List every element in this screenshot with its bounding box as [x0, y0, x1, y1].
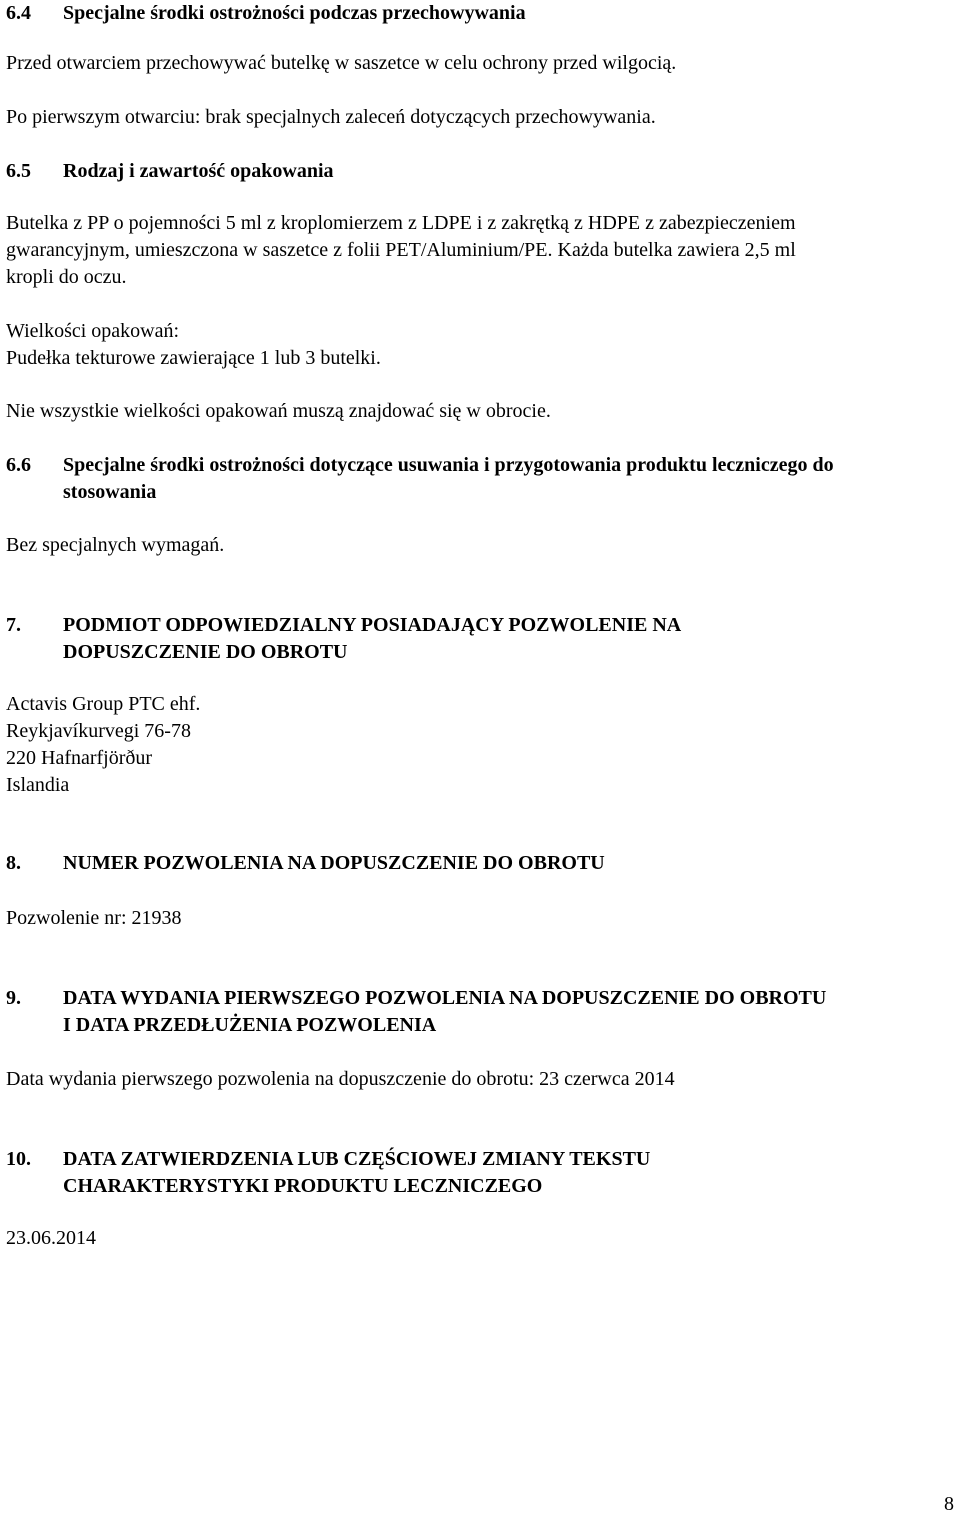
section-number: 6.5: [6, 160, 31, 182]
section-6-6-heading: [6, 452, 960, 506]
section-title: [63, 985, 960, 1039]
section-title-line: I DATA PRZEDŁUŻENIA POZWOLENIA: [63, 1014, 437, 1036]
section-6-4-heading: [6, 0, 960, 27]
section-title-line: DATA WYDANIA PIERWSZEGO POZWOLENIA NA DOPUSZCZENIE DO OBROTU: [63, 987, 827, 1009]
pack-sizes-value: Pudełka tekturowe zawierające 1 lub 3 butelki.: [6, 347, 381, 369]
authorisation-number: Pozwolenie nr: 21938: [6, 907, 182, 929]
section-title: Specjalne środki ostrożności podczas przechowywania: [63, 2, 526, 24]
section-10-heading: [6, 1146, 960, 1200]
package-description-line: kropli do oczu.: [6, 266, 127, 288]
address-line: Islandia: [6, 774, 70, 796]
section-title: [63, 612, 960, 666]
section-9-heading: [6, 985, 960, 1039]
disposal-requirements: Bez specjalnych wymagań.: [6, 534, 225, 556]
section-title-line: CHARAKTERYSTYKI PRODUKTU LECZNICZEGO: [63, 1175, 543, 1197]
section-title-line: PODMIOT ODPOWIEDZIALNY POSIADAJĄCY POZWOLENIE NA: [63, 614, 682, 636]
storage-after-opening: Po pierwszym otwarciu: brak specjalnych zaleceń dotyczących przechowywania.: [6, 106, 656, 128]
page-number: 8: [944, 1493, 954, 1515]
section-number: 10.: [6, 1148, 31, 1170]
text-revision-date: 23.06.2014: [6, 1227, 96, 1249]
section-8-heading: [6, 850, 960, 877]
package-description-line: gwarancyjnym, umieszczona w saszetce z folii PET/Aluminium/PE. Każda butelka zawiera 2,5 ml: [6, 239, 796, 261]
address-line: Actavis Group PTC ehf.: [6, 693, 201, 715]
section-number: 8.: [6, 852, 21, 874]
section-number: 9.: [6, 987, 21, 1009]
section-title-line: Specjalne środki ostrożności dotyczące usuwania i przygotowania produktu leczniczego do: [63, 454, 834, 476]
marketing-authorisation-holder-address: [6, 691, 956, 799]
package-description-line: Butelka z PP o pojemności 5 ml z kroplomierzem z LDPE i z zakrętką z HDPE z zabezpieczeniem: [6, 212, 796, 234]
section-number: 6.6: [6, 454, 31, 476]
section-6-5-heading: [6, 158, 960, 185]
section-title: Rodzaj i zawartość opakowania: [63, 160, 334, 182]
section-title-line: DOPUSZCZENIE DO OBROTU: [63, 641, 348, 663]
package-description: [6, 210, 956, 291]
first-authorisation-date: Data wydania pierwszego pozwolenia na dopuszczenie do obrotu: 23 czerwca 2014: [6, 1068, 675, 1090]
section-number: 6.4: [6, 2, 31, 24]
section-title: [63, 1146, 960, 1200]
address-line: 220 Hafnarfjörður: [6, 747, 153, 769]
section-number: 7.: [6, 614, 21, 636]
section-7-heading: [6, 612, 960, 666]
storage-before-opening: Przed otwarciem przechowywać butelkę w saszetce w celu ochrony przed wilgocią.: [6, 52, 677, 74]
section-title: [63, 452, 960, 506]
pack-sizes: [6, 318, 956, 372]
pack-sizes-label: Wielkości opakowań:: [6, 320, 180, 342]
address-line: Reykjavíkurvegi 76-78: [6, 720, 191, 742]
section-title: NUMER POZWOLENIA NA DOPUSZCZENIE DO OBROTU: [63, 852, 605, 874]
section-title-line: DATA ZATWIERDZENIA LUB CZĘŚCIOWEJ ZMIANY TEKSTU: [63, 1148, 651, 1170]
pack-sizes-note: Nie wszystkie wielkości opakowań muszą znajdować się w obrocie.: [6, 400, 551, 422]
section-title-line: stosowania: [63, 481, 157, 503]
